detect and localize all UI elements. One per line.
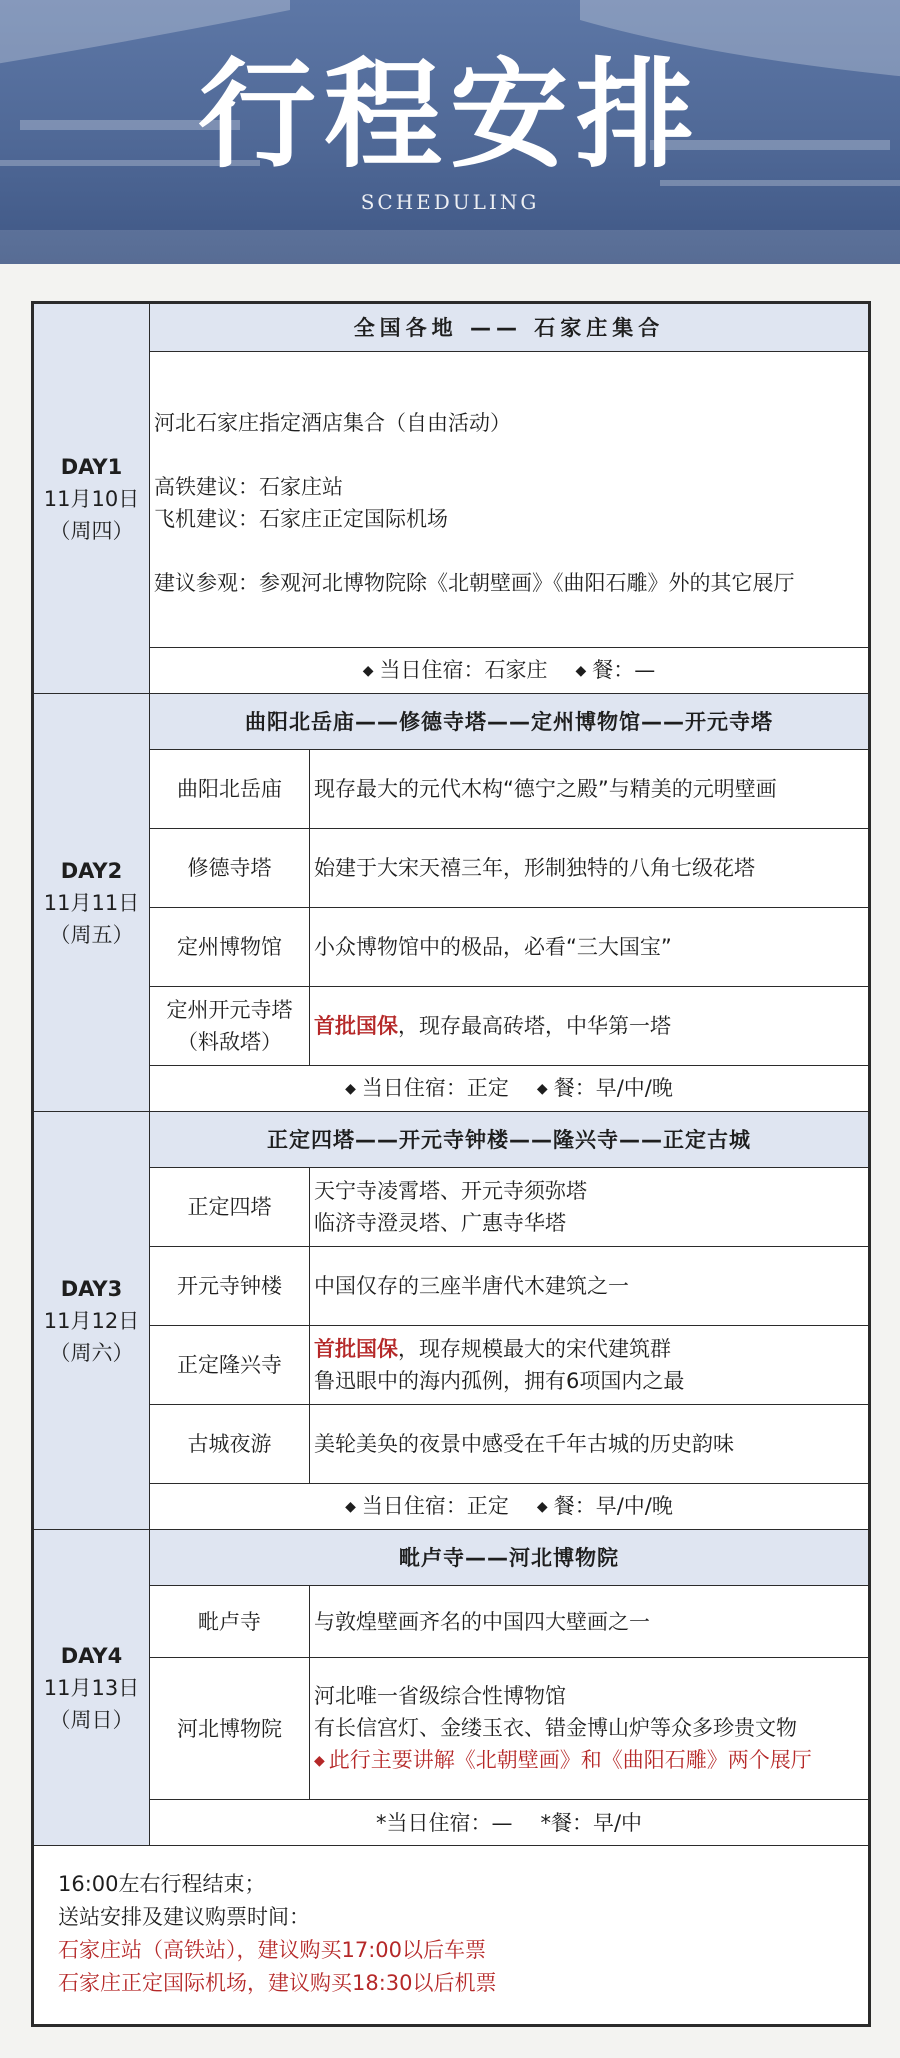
footer-line-highlight: 石家庄站（高铁站），建议购买17:00以后车票 bbox=[58, 1938, 487, 1962]
day4-route-row bbox=[34, 1530, 869, 1586]
diamond-icon: ◆ bbox=[536, 1081, 548, 1097]
day-date: 11月11日 bbox=[43, 890, 140, 915]
day-date: 11月12日 bbox=[43, 1308, 140, 1333]
place-desc-cell bbox=[310, 1658, 869, 1800]
place-desc-cell bbox=[310, 1326, 869, 1405]
detail-line: 飞机建议：石家庄正定国际机场 bbox=[154, 506, 448, 531]
itinerary-row bbox=[34, 908, 869, 987]
place-desc: 天宁寺凌霄塔、开元寺须弥塔 bbox=[314, 1179, 587, 1203]
day-route: 正定四塔——开元寺钟楼——隆兴寺——正定古城 bbox=[150, 1112, 869, 1168]
header-banner bbox=[0, 0, 900, 264]
schedule-table bbox=[31, 301, 871, 2027]
day-weekday: （周日） bbox=[49, 1707, 134, 1732]
place-desc: 始建于大宋天禧三年，形制独特的八角七级花塔 bbox=[310, 829, 869, 908]
diamond-icon: ◆ bbox=[345, 1081, 356, 1097]
day1-route-row bbox=[34, 304, 869, 352]
place-desc: 小众博物馆中的极品，必看“三大国宝” bbox=[310, 908, 869, 987]
stay-text: *当日住宿：— bbox=[375, 1810, 513, 1835]
footer-line: 16:00左右行程结束； bbox=[58, 1872, 266, 1896]
day-name: DAY1 bbox=[60, 454, 123, 479]
place-desc-2: 临济寺澄灵塔、广惠寺华塔 bbox=[314, 1211, 566, 1235]
place-desc: 中国仅存的三座半唐代木建筑之一 bbox=[310, 1247, 869, 1326]
detail-line: 高铁建议：石家庄站 bbox=[154, 474, 343, 499]
day3-stay-row bbox=[34, 1484, 869, 1530]
stay-text: 当日住宿：正定 bbox=[361, 1076, 509, 1100]
place-desc: 美轮美奂的夜景中感受在千年古城的历史韵味 bbox=[310, 1405, 869, 1484]
place-name: 开元寺钟楼 bbox=[150, 1247, 310, 1326]
highlight-badge: 首批国保 bbox=[314, 1014, 398, 1038]
day-route: 全国各地 —— 石家庄集合 bbox=[150, 304, 869, 352]
meal-text: *餐：早/中 bbox=[540, 1810, 643, 1835]
footer-notes bbox=[34, 1846, 869, 2025]
day-weekday: （周六） bbox=[49, 1340, 134, 1365]
itinerary-row bbox=[34, 829, 869, 908]
itinerary-row bbox=[34, 1586, 869, 1658]
day1-detail bbox=[150, 352, 869, 648]
place-name: 定州开元寺塔 bbox=[166, 998, 293, 1022]
day1-detail-row bbox=[34, 352, 869, 648]
meal-text: 餐：— bbox=[592, 658, 656, 682]
day4-stay-row bbox=[34, 1800, 869, 1846]
place-name: 毗卢寺 bbox=[150, 1586, 310, 1658]
page-subtitle: SCHEDULING bbox=[360, 190, 540, 214]
diamond-icon: ◆ bbox=[345, 1499, 356, 1515]
itinerary-row bbox=[34, 1326, 869, 1405]
place-desc-3: 此行主要讲解《北朝壁画》和《曲阳石雕》两个展厅 bbox=[328, 1748, 812, 1772]
stay-text: 当日住宿：石家庄 bbox=[379, 658, 548, 682]
footer-line: 送站安排及建议购票时间： bbox=[58, 1905, 310, 1929]
footer-row bbox=[34, 1846, 869, 2025]
day-route: 毗卢寺——河北博物院 bbox=[150, 1530, 869, 1586]
stay-meal-info bbox=[150, 1800, 869, 1846]
day2-route-row bbox=[34, 694, 869, 750]
day-route: 曲阳北岳庙——修德寺塔——定州博物馆——开元寺塔 bbox=[150, 694, 869, 750]
place-desc: 与敦煌壁画齐名的中国四大壁画之一 bbox=[310, 1586, 869, 1658]
highlight-badge: 首批国保 bbox=[314, 1337, 398, 1361]
itinerary-row bbox=[34, 1168, 869, 1247]
day-weekday: （周四） bbox=[49, 518, 134, 543]
page-title: 行程安排 bbox=[197, 45, 702, 184]
place-name: 古城夜游 bbox=[150, 1405, 310, 1484]
place-name-cell bbox=[150, 987, 310, 1066]
day-name: DAY2 bbox=[60, 858, 123, 883]
place-name: 正定四塔 bbox=[150, 1168, 310, 1247]
place-name-sub: （料敌塔） bbox=[177, 1030, 282, 1054]
day1-label-cell bbox=[34, 304, 150, 694]
day-date: 11月13日 bbox=[43, 1675, 140, 1700]
detail-line: 建议参观：参观河北博物院除《北朝壁画》《曲阳石雕》外的其它展厅 bbox=[154, 570, 795, 595]
place-desc-cell bbox=[310, 1168, 869, 1247]
stay-meal-info bbox=[150, 648, 869, 694]
itinerary-row bbox=[34, 1658, 869, 1800]
place-desc: ，现存规模最大的宋代建筑群 bbox=[398, 1337, 671, 1361]
day-date: 11月10日 bbox=[43, 486, 140, 511]
stay-meal-info bbox=[150, 1484, 869, 1530]
day2-label-cell bbox=[34, 694, 150, 1112]
footer-line-highlight: 石家庄正定国际机场，建议购买18:30以后机票 bbox=[58, 1971, 497, 1995]
itinerary-row bbox=[34, 750, 869, 829]
place-name: 定州博物馆 bbox=[150, 908, 310, 987]
itinerary-row bbox=[34, 1405, 869, 1484]
day-name: DAY4 bbox=[60, 1643, 123, 1668]
stay-meal-info bbox=[150, 1066, 869, 1112]
place-desc-2: 有长信宫灯、金缕玉衣、错金博山炉等众多珍贵文物 bbox=[314, 1716, 797, 1740]
day3-route-row bbox=[34, 1112, 869, 1168]
place-name: 正定隆兴寺 bbox=[150, 1326, 310, 1405]
diamond-icon: ◆ bbox=[314, 1753, 325, 1769]
day-weekday: （周五） bbox=[49, 922, 134, 947]
meal-text: 餐：早/中/晚 bbox=[553, 1076, 673, 1100]
day4-label-cell bbox=[34, 1530, 150, 1846]
place-desc: 河北唯一省级综合性博物馆 bbox=[314, 1684, 566, 1708]
day1-stay-row bbox=[34, 648, 869, 694]
place-name: 河北博物院 bbox=[150, 1658, 310, 1800]
day-name: DAY3 bbox=[60, 1276, 123, 1301]
day2-stay-row bbox=[34, 1066, 869, 1112]
detail-line: 河北石家庄指定酒店集合（自由活动） bbox=[154, 410, 511, 435]
place-name: 曲阳北岳庙 bbox=[150, 750, 310, 829]
place-desc-2: 鲁迅眼中的海内孤例，拥有6项国内之最 bbox=[314, 1369, 685, 1393]
stay-text: 当日住宿：正定 bbox=[361, 1494, 509, 1518]
place-name: 修德寺塔 bbox=[150, 829, 310, 908]
meal-text: 餐：早/中/晚 bbox=[553, 1494, 673, 1518]
diamond-icon: ◆ bbox=[575, 663, 587, 679]
itinerary-row bbox=[34, 1247, 869, 1326]
day3-label-cell bbox=[34, 1112, 150, 1530]
itinerary-row bbox=[34, 987, 869, 1066]
place-desc: 现存最大的元代木构“德宁之殿”与精美的元明壁画 bbox=[310, 750, 869, 829]
place-desc-cell bbox=[310, 987, 869, 1066]
diamond-icon: ◆ bbox=[362, 663, 374, 679]
diamond-icon: ◆ bbox=[536, 1499, 548, 1515]
place-desc: ，现存最高砖塔，中华第一塔 bbox=[398, 1014, 671, 1038]
